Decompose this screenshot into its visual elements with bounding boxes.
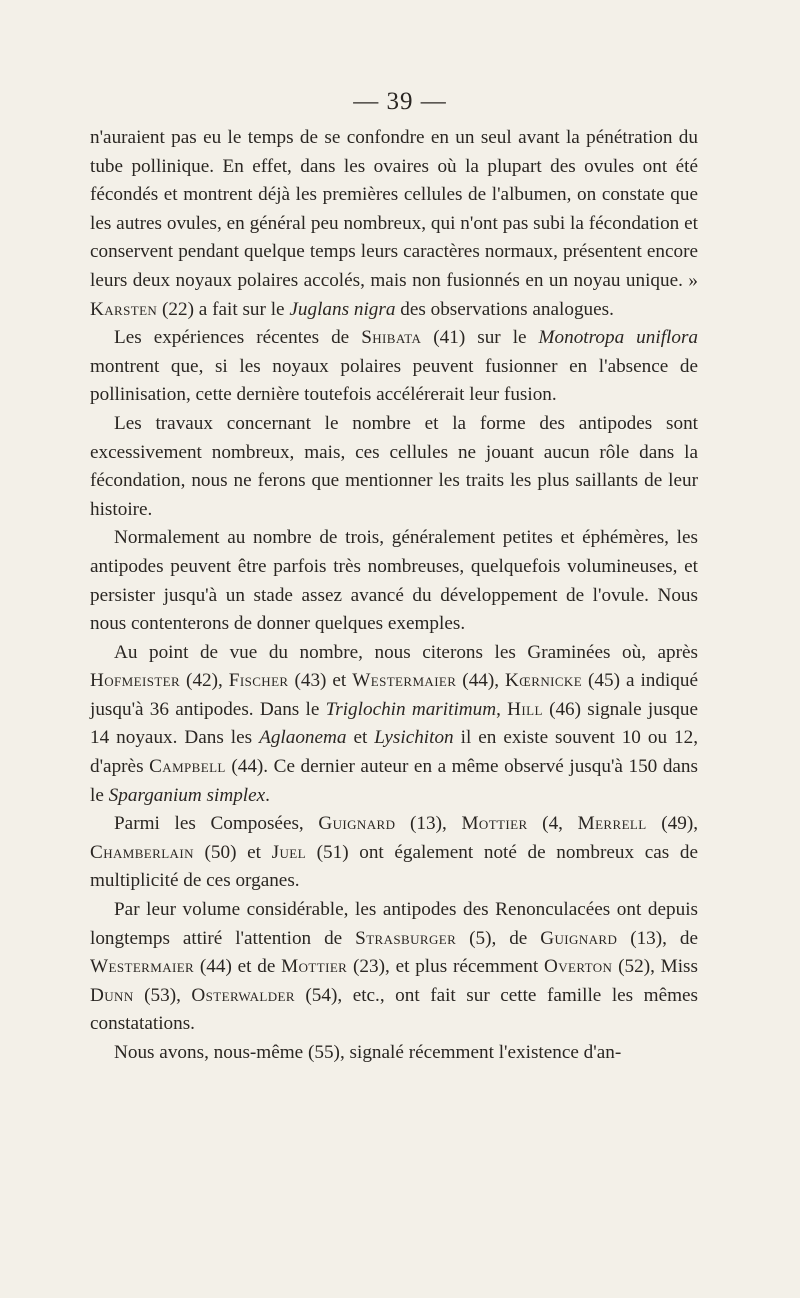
author-name: Karsten (90, 298, 158, 320)
author-name: Hill (507, 698, 543, 720)
paragraph (90, 810, 698, 896)
text-run: (44) et de (194, 956, 282, 978)
text-run: (5), de (456, 927, 541, 949)
author-name: Guignard (540, 927, 618, 949)
author-name: Dunn (90, 984, 134, 1006)
species-name: Sparganium simplex (108, 784, 266, 806)
text-run: (42), (180, 670, 229, 692)
text-run: , (496, 698, 508, 720)
paragraph (90, 324, 698, 410)
author-name: Guignard (318, 813, 396, 835)
body-text (90, 124, 698, 1068)
author-name: Hofmeister (90, 670, 181, 692)
text-run: (50) et (193, 841, 272, 863)
text-run: (13), (395, 813, 462, 835)
paragraph (90, 1039, 698, 1068)
author-name: Merrell (577, 813, 647, 835)
text-run: des observations analogues. (395, 298, 614, 320)
text-run: montrent que, si les noyaux polaires peuvent fusionner en l'absence de pollinisation, cette dernière toutefois accélérerait leur fusion. (90, 355, 698, 406)
author-name: Strasburger (355, 927, 457, 949)
author-name: Shibata (361, 327, 422, 349)
text-run: il en existe souvent 10 ou 12, d'après (90, 727, 698, 778)
author-name: Osterwalder (191, 984, 295, 1006)
species-name: Monotropa uniflora (538, 327, 699, 349)
page-number: — 39 — (353, 88, 447, 115)
text-run: (13), de (617, 927, 699, 949)
text-run: (41) sur le (421, 327, 539, 349)
paragraph (90, 896, 698, 1039)
text-run: Normalement au nombre de trois, généralement petites et éphémères, les antipodes peuvent être parfois très nombreuses, quelquefois volumineuses, et persister jusqu'à un stade assez avancé du développement de l'ovule. Nous nous contenterons de donner quelques exemples. (90, 527, 698, 635)
author-name: Kœrnicke (505, 670, 583, 692)
text-run: Les expériences récentes de (114, 327, 362, 349)
text-run: et (346, 727, 375, 749)
text-run: n'auraient pas eu le temps de se confondre en un seul avant la pénétration du tube pollinique. En effet, dans les ovaires où la plupart des ovules ont été fécondés et montrent déjà les premières cellules de l'albumen, on constate que les autres ovules, en général peu nombreux, qui n'ont pas subi la fécondation et conservent pendant quelque temps leurs caractères normaux, présentent encore leurs deux noyaux polaires accolés, mais non fusionnés en un noyau unique. » (90, 127, 698, 291)
text-run: . (265, 784, 270, 806)
text-run: (53), (133, 984, 192, 1006)
text-run: (4, (527, 813, 578, 835)
text-run: Au point de vue du nombre, nous citerons les Graminées où, après (114, 641, 698, 663)
text-run: (45) a indiqué jusqu'à 36 antipodes. Dans le (90, 670, 698, 720)
paragraph (90, 410, 698, 524)
author-name: Westermaier (90, 956, 195, 978)
text-run: (46) signale jusque 14 noyaux. Dans les (90, 698, 698, 749)
text-run: (54), etc., ont fait sur cette famille les mêmes constatations. (90, 984, 698, 1035)
text-run: (22) a fait sur le (157, 298, 290, 320)
text-run: (51) ont également noté de nombreux cas de multiplicité de ces organes. (90, 841, 698, 892)
species-name: Lysichiton (374, 727, 454, 749)
text-run: Parmi les Composées, (114, 813, 319, 835)
text-run: (49), (646, 813, 699, 835)
species-name: Triglochin maritimum (325, 698, 497, 720)
text-run: Les travaux concernant le nombre et la forme des antipodes sont excessivement nombreux, mais, ces cellules ne jouant aucun rôle dans la fécondation, nous ne ferons que mentionner les traits les plus saillants de leur histoire. (90, 412, 698, 520)
author-name: Campbell (149, 756, 226, 778)
paragraph (90, 124, 698, 324)
species-name: Juglans nigra (289, 298, 396, 320)
author-name: Fischer (228, 670, 289, 692)
author-name: Westermaier (352, 670, 457, 692)
author-name: Mottier (281, 956, 348, 978)
author-name: Mottier (461, 813, 528, 835)
author-name: Juel (271, 841, 306, 863)
species-name: Aglaonema (259, 727, 347, 749)
paragraph (90, 639, 698, 811)
text-run: (52), Miss (612, 956, 698, 978)
text-run: Par leur volume considérable, les antipodes des Renonculacées ont depuis longtemps attiré l'attention de (90, 899, 698, 949)
author-name: Chamberlain (90, 841, 194, 863)
paragraph (90, 524, 698, 638)
text-run: Nous avons, nous-même (55), signalé récemment l'existence d'an- (114, 1042, 622, 1063)
text-run: (23), et plus récemment (347, 956, 544, 978)
author-name: Overton (543, 956, 613, 978)
text-run: (44). Ce dernier auteur en a même observé jusqu'à 150 dans le (90, 756, 698, 806)
text-run: (43) et (288, 670, 353, 692)
text-run: (44), (456, 670, 506, 692)
